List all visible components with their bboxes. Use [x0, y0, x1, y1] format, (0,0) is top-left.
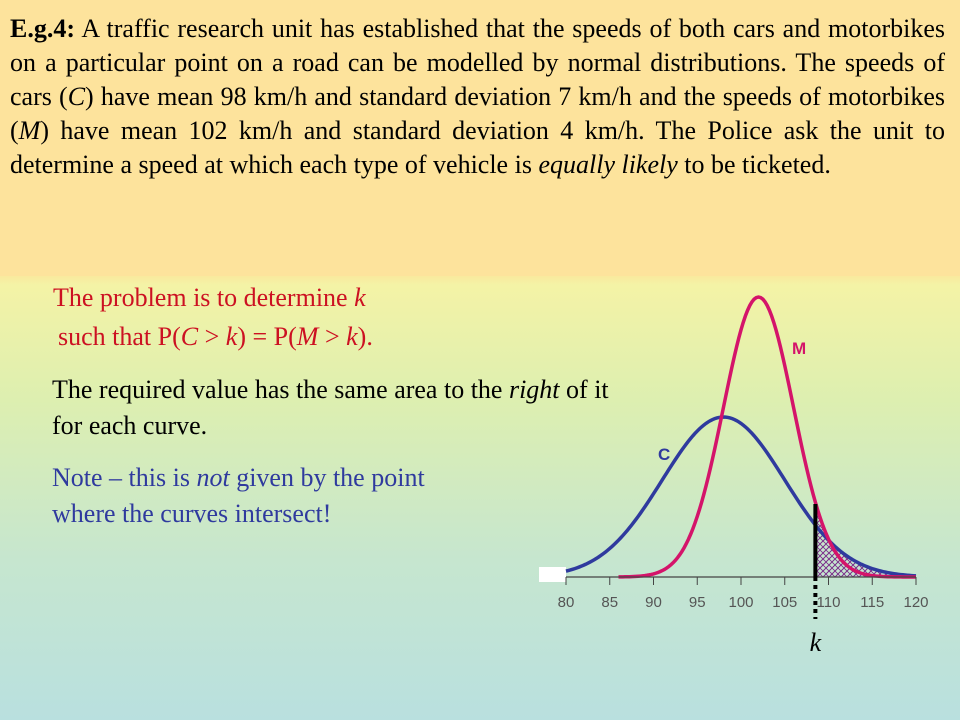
statement-line-2: such that P(C > k) = P(M > k). [58, 322, 373, 351]
curve-m-label: M [792, 339, 807, 358]
note-text: Note – this is not given by the point where the curves intersect! [52, 463, 425, 528]
curve-c-label: C [658, 445, 671, 464]
x-tick-label: 115 [860, 594, 885, 611]
x-tick-label: 80 [557, 594, 575, 611]
x-tick-label: 100 [728, 594, 754, 611]
x-tick-label: 90 [645, 594, 662, 611]
x-tick-label: 85 [601, 594, 619, 611]
statement-line-1: The problem is to determine k [53, 283, 366, 312]
x-tick-label: 105 [772, 594, 798, 611]
curve-c [566, 417, 916, 576]
x-tick-label: 120 [903, 594, 929, 611]
example-label: E.g.4: [10, 14, 75, 43]
problem-text: E.g.4: A traffic research unit has established that the speeds of both cars and motorbikes on a particular point on a road can be modelled by normal distributions. The speeds of cars (C) have mean 98 km/h and standard deviation 7 km/h and the speeds of motorbikes (M) have mean 102 km/h and standard deviation 4 km/h. The Police ask the unit to determine a speed at which each type of vehicle is equally likely to be ticketed. [10, 14, 945, 179]
normal-curves-chart [520, 280, 940, 660]
x-tick-label: 110 [816, 594, 841, 611]
axis-start-marker [539, 567, 566, 582]
x-tick-label: 95 [688, 594, 706, 611]
k-label: k [809, 628, 822, 657]
required-text: The required value has the same area to the right of it for each curve. [52, 375, 609, 440]
x-axis-ticks [558, 577, 929, 611]
curve-m [619, 297, 917, 577]
